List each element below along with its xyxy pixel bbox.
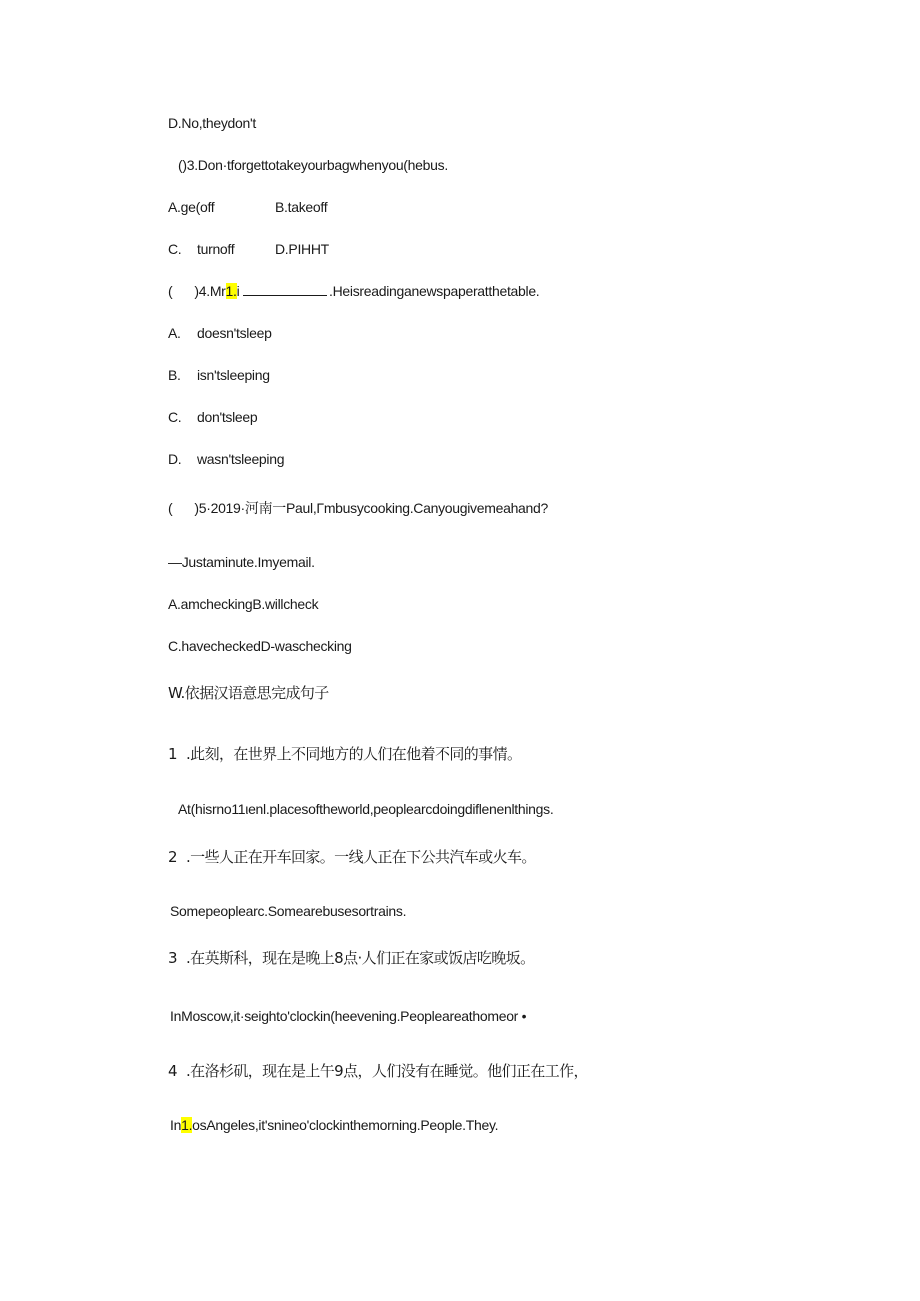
sentence-4-en-post: osAngeles,it'snineo'clockinthemorning.People.They.: [192, 1117, 499, 1133]
sentence-3-cn-text: .在英斯科，现在是晚上8点·人们正在家或饭店吃晚坂。: [186, 949, 535, 967]
q3-option-c-text: turnoff: [197, 241, 235, 257]
q4-option-b: [168, 366, 270, 384]
sentence-4-num: 4: [168, 1062, 177, 1080]
sentence-2-en: Somepeoplearc.Somearebusesortrains.: [170, 903, 407, 919]
sentence-1-en: At(hisrno11ιenl.placesoftheworld,peoplearcdoingdiflenenlthings.: [178, 801, 554, 817]
sentence-4-en-highlight: 1.: [181, 1117, 193, 1133]
sentence-1-cn-text: .此刻，在世界上不同地方的人们在他着不同的事情。: [186, 745, 522, 763]
q4-option-b-text: isn'tsleeping: [197, 367, 270, 383]
q4-option-c: [168, 408, 257, 426]
sentence-3-cn: [168, 949, 534, 967]
sentence-1-num: 1: [168, 745, 177, 763]
q5-options-cd: C.havecheckedD-waschecking: [168, 638, 352, 654]
q4-option-c-label: C.: [168, 409, 182, 425]
q4-option-d-label: D.: [168, 451, 182, 467]
q3-option-b: B.takeoff: [275, 199, 328, 215]
q5-paren-open: (: [168, 500, 173, 516]
sentence-3-num: 3: [168, 949, 177, 967]
q2-option-d: D.No,theydon't: [168, 115, 256, 131]
q4-stem-rest: .Heisreadinganewspaperatthetable.: [329, 283, 540, 299]
q4-stem: [168, 282, 539, 300]
q4-blank: [243, 283, 327, 296]
sentence-4-cn-text: .在洛杉矶，现在是上午9点，人们没有在睡觉。他们正在工作，: [186, 1062, 588, 1080]
q4-option-d-text: wasn'tsleeping: [197, 451, 285, 467]
sentence-2-num: 2: [168, 848, 177, 866]
sentence-1-cn: [168, 745, 521, 763]
sentence-4-en: [170, 1116, 498, 1134]
q5-stem: [168, 499, 548, 517]
q4-option-b-label: B.: [168, 367, 181, 383]
q4-option-a-text: doesn'tsleep: [197, 325, 272, 341]
q4-paren-close: )4.Mr: [194, 283, 226, 299]
q4-after-highlight: i: [236, 283, 240, 299]
q3-option-c: [168, 240, 234, 258]
sentence-2-cn: [168, 848, 536, 866]
q4-option-c-text: don'tsleep: [197, 409, 258, 425]
q5-answer: —Justaminute.Imyemail.: [168, 554, 315, 570]
q4-paren-open: (: [168, 283, 173, 299]
q5-options-ab: A.amcheckingB.willcheck: [168, 596, 319, 612]
q3-option-d: D.PIHHT: [275, 241, 329, 257]
section-iv-title: W.依据汉语意思完成句子: [168, 684, 329, 702]
sentence-2-cn-text: .一些人正在开车回家。一线人正在下公共汽车或火车。: [186, 848, 536, 866]
q3-stem: ()3.Don·tforgettotakeyourbagwhenyou(hebus.: [178, 157, 448, 173]
sentence-4-cn: [168, 1062, 588, 1080]
q3-option-a: A.ge(off: [168, 199, 215, 215]
sentence-4-en-pre: In: [170, 1117, 182, 1133]
q4-option-a-label: A.: [168, 325, 181, 341]
q4-option-d: [168, 450, 284, 468]
q5-stem-text: )5·2019·河南一Paul,Γmbusycooking.Canyougivemeahand?: [194, 500, 548, 516]
sentence-3-en: InMoscow,it·seighto'clockin(heevening.Peopleareathomeor •: [170, 1008, 527, 1024]
q3-option-c-label: C.: [168, 241, 182, 257]
q4-option-a: [168, 324, 272, 342]
q4-highlight: 1.: [225, 283, 237, 299]
